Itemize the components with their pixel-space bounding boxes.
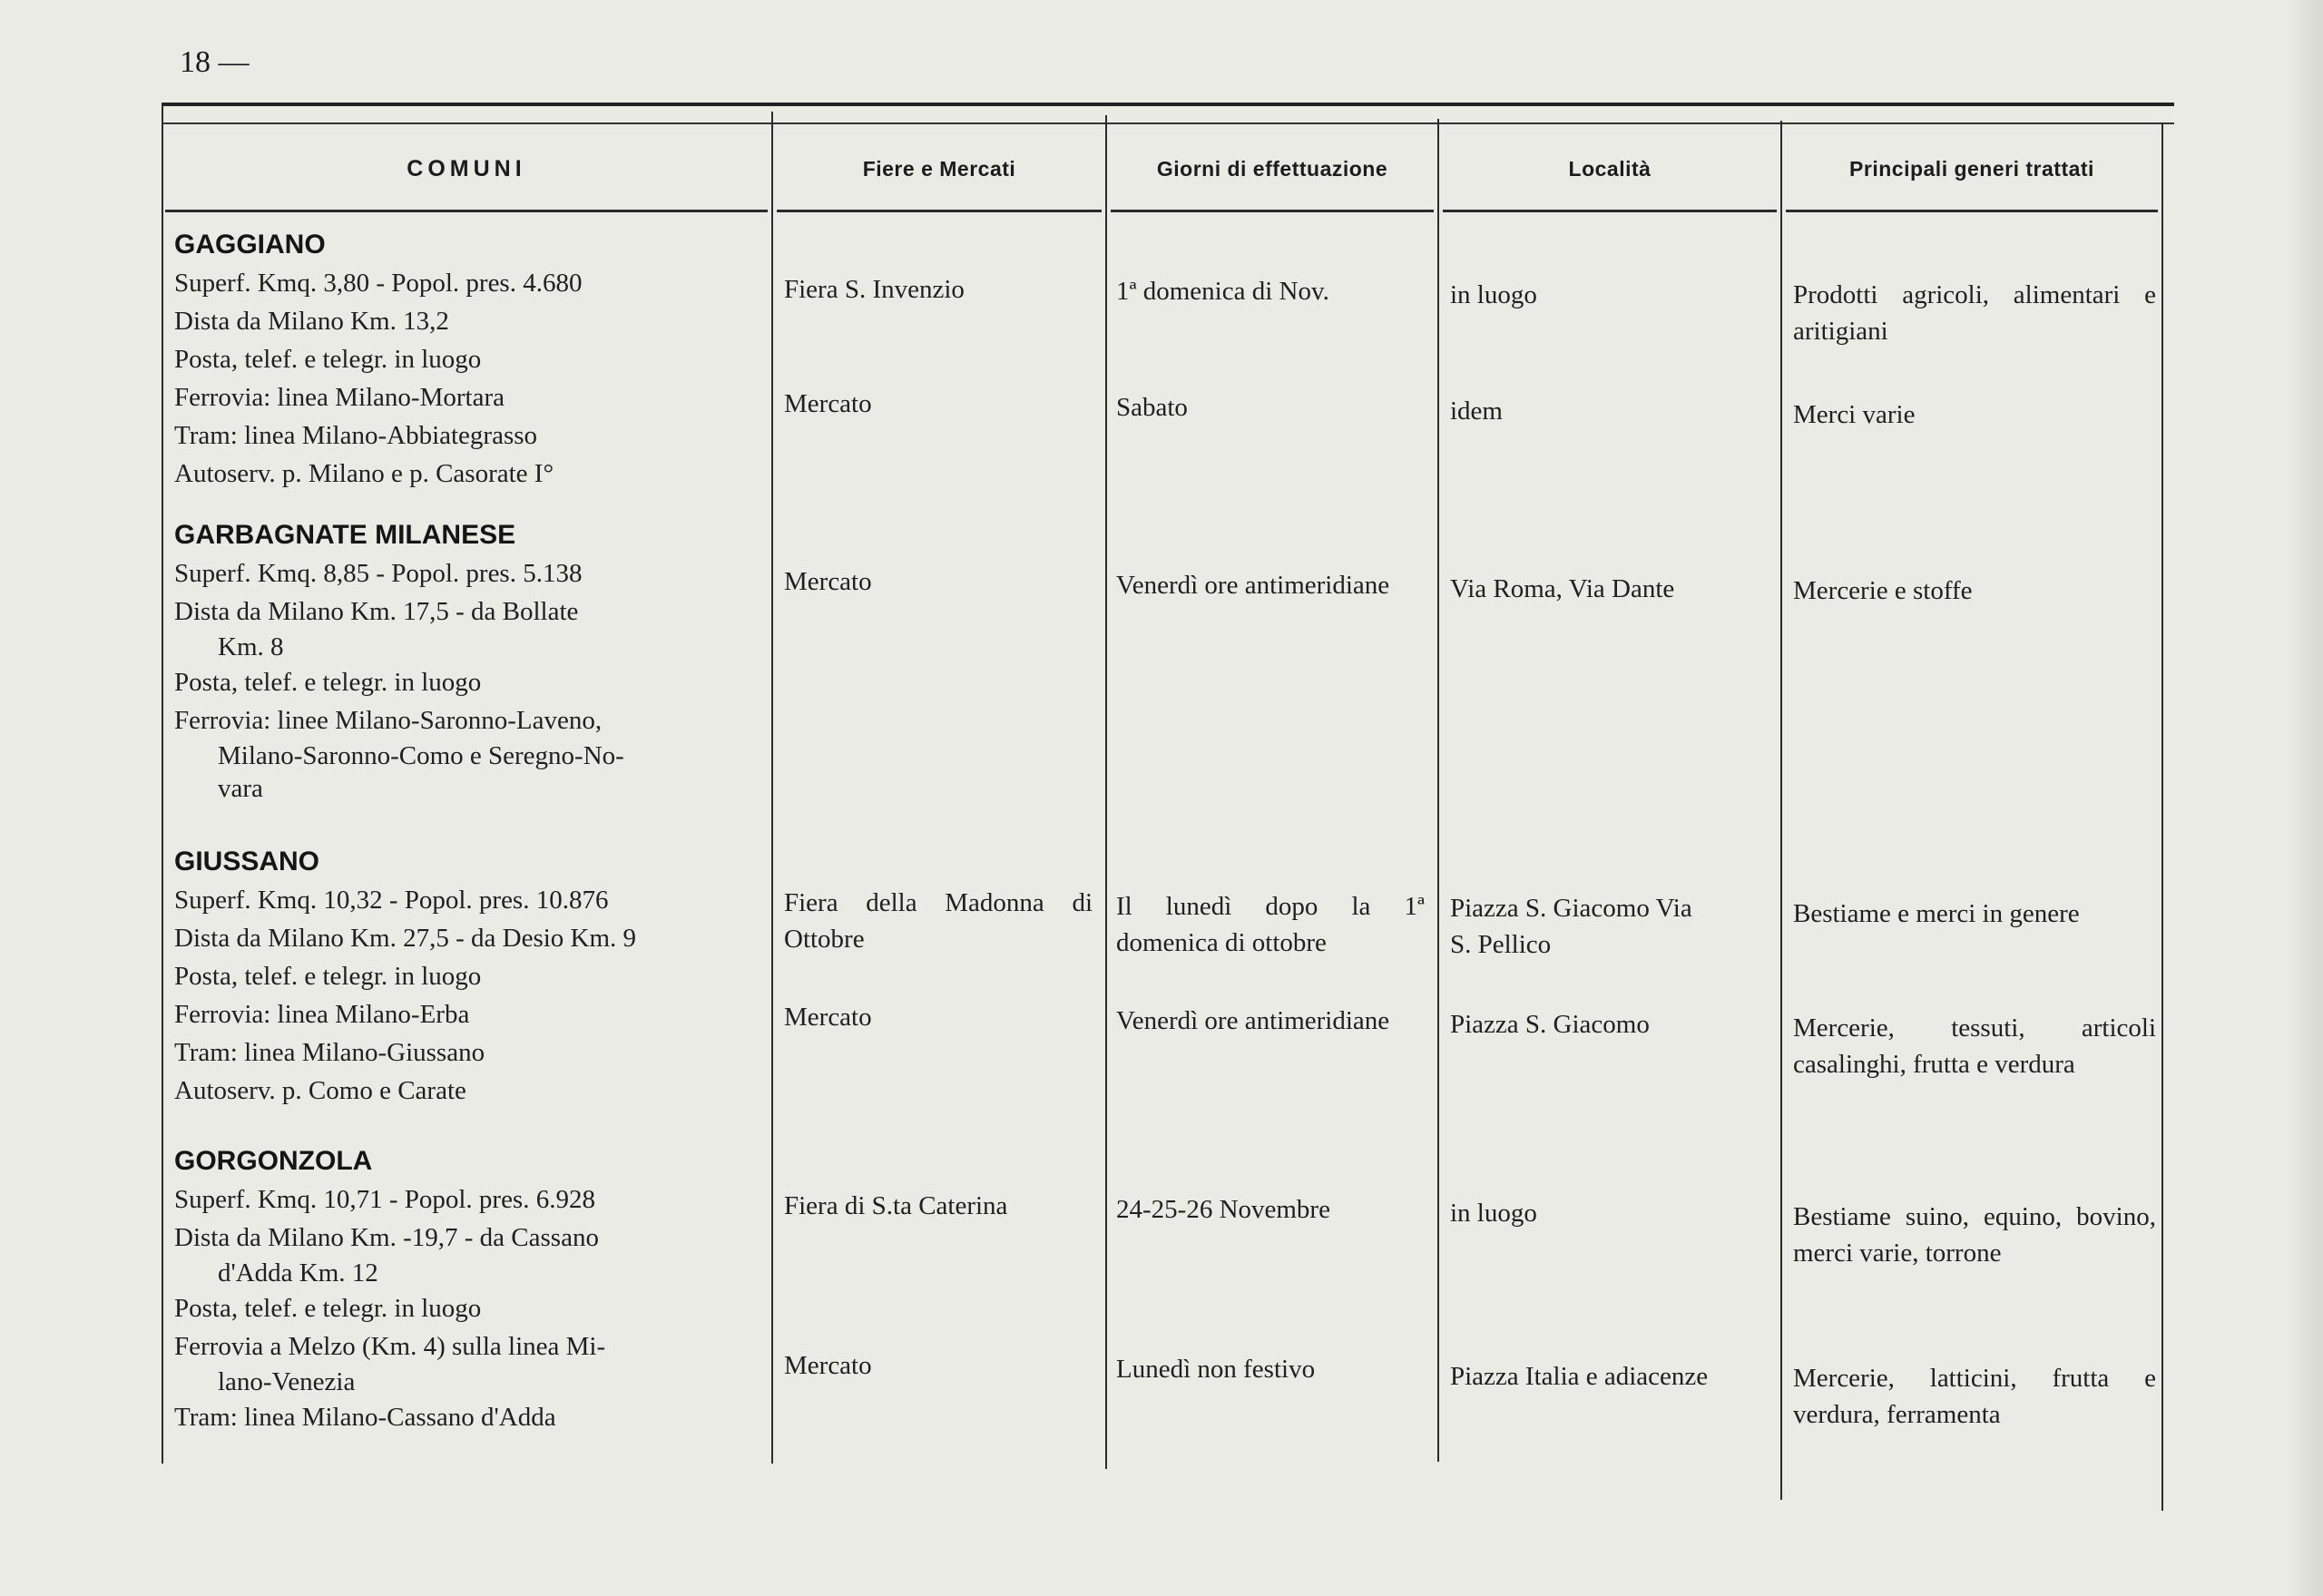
- comune-line: Superf. Kmq. 3,80 - Popol. pres. 4.680: [174, 269, 583, 298]
- fiera-cell: Mercato: [784, 567, 872, 596]
- comune-name: GARBAGNATE MILANESE: [174, 520, 516, 550]
- generi-cell: Bestiame suino, equino, bovino, merci varie, torrone: [1793, 1202, 2156, 1268]
- giorni-cell: Venerdì ore antimeridiane: [1116, 1006, 1390, 1035]
- column-divider-fiere: [1105, 115, 1107, 1469]
- comune-line: Superf. Kmq. 8,85 - Popol. pres. 5.138: [174, 559, 583, 588]
- comune-line: Ferrovia a Melzo (Km. 4) sulla linea Mi-: [174, 1332, 606, 1361]
- column-divider-left: [162, 103, 163, 1464]
- generi-cell: Mercerie e stoffe: [1793, 576, 1973, 605]
- page-number: 18 —: [180, 45, 250, 79]
- header-generi: Principali generi trattati: [1849, 156, 2094, 181]
- comune-info: [174, 847, 773, 1110]
- generi-cell: Bestiame e merci in genere: [1793, 899, 2080, 928]
- header-rule-fiere: [777, 210, 1102, 212]
- comune-name: GORGONZOLA: [174, 1146, 373, 1176]
- header-rule-giorni: [1111, 210, 1434, 212]
- giorni-cell: Lunedì non festivo: [1116, 1355, 1316, 1384]
- generi-cell: Mercerie, tessuti, articoli casalinghi, frutta e verdura: [1793, 1013, 2156, 1079]
- generi-cell: Prodotti agricoli, alimentari e aritigiani: [1793, 280, 2156, 346]
- header-fiere: Fiere e Mercati: [862, 156, 1016, 181]
- comune-line: Superf. Kmq. 10,32 - Popol. pres. 10.876: [174, 886, 609, 915]
- table-top-rule: [162, 103, 2174, 106]
- header-rule-generi: [1786, 210, 2158, 212]
- comune-line: Autoserv. p. Como e Carate: [174, 1076, 466, 1105]
- comune-line-continued: d'Adda Km. 12: [218, 1258, 378, 1288]
- fiera-cell: Mercato: [784, 389, 872, 418]
- comune-name: GIUSSANO: [174, 847, 320, 876]
- localita-cell: Piazza S. Giacomo: [1450, 1010, 1650, 1039]
- giorni-cell: Il lunedì dopo la 1ª domenica di ottobre: [1116, 892, 1425, 957]
- comune-line: Dista da Milano Km. 17,5 - da Bollate: [174, 597, 579, 626]
- comune-line: Dista da Milano Km. 13,2: [174, 307, 449, 336]
- comune-line: Posta, telef. e telegr. in luogo: [174, 668, 482, 697]
- localita-cell: in luogo: [1450, 1199, 1537, 1228]
- comune-line: Posta, telef. e telegr. in luogo: [174, 345, 482, 374]
- comune-line-continued: Milano-Saronno-Como e Seregno-No-: [218, 741, 624, 770]
- comune-line: Posta, telef. e telegr. in luogo: [174, 1294, 482, 1323]
- comune-line: Tram: linea Milano-Abbiategrasso: [174, 421, 538, 450]
- comune-line: Tram: linea Milano-Giussano: [174, 1038, 485, 1067]
- column-divider-localita: [1780, 121, 1782, 1500]
- giorni-cell: 1ª domenica di Nov.: [1116, 277, 1329, 306]
- comune-name: GAGGIANO: [174, 230, 326, 259]
- comune-info: [174, 230, 918, 493]
- comune-line: Ferrovia: linea Milano-Erba: [174, 1000, 470, 1029]
- column-divider-right: [2161, 122, 2163, 1511]
- giorni-cell: Venerdì ore antimeridiane: [1116, 571, 1390, 600]
- comune-line-continued: lano-Venezia: [218, 1367, 356, 1396]
- localita-cell: Piazza S. Giacomo Via S. Pellico: [1450, 894, 1692, 959]
- page-edge-shadow: [2287, 0, 2323, 1596]
- comune-line: Autoserv. p. Milano e p. Casorate I°: [174, 459, 554, 488]
- localita-cell: Piazza Italia e adiacenze: [1450, 1362, 1709, 1391]
- fairs-markets-table: [162, 103, 2174, 1464]
- giorni-cell: Sabato: [1116, 393, 1188, 422]
- localita-cell: in luogo: [1450, 280, 1537, 309]
- fiera-cell: Fiera di S.ta Caterina: [784, 1191, 1008, 1220]
- header-rule-localita: [1443, 210, 1777, 212]
- fiera-cell: Mercato: [784, 1003, 872, 1032]
- giorni-cell: 24-25-26 Novembre: [1116, 1195, 1330, 1224]
- localita-cell: Via Roma, Via Dante: [1450, 574, 1675, 603]
- generi-cell: Mercerie, latticini, frutta e verdura, ferramenta: [1793, 1364, 2156, 1429]
- comune-line: Superf. Kmq. 10,71 - Popol. pres. 6.928: [174, 1185, 595, 1214]
- header-giorni: Giorni di effettuazione: [1156, 156, 1388, 181]
- comune-line: Ferrovia: linee Milano-Saronno-Laveno,: [174, 706, 603, 735]
- comune-info: [174, 520, 773, 805]
- generi-cell: Merci varie: [1793, 400, 1916, 429]
- comune-line-continued: vara: [218, 774, 263, 803]
- header-localita: Località: [1568, 156, 1652, 181]
- header-comuni: COMUNI: [407, 155, 526, 181]
- fiera-cell: Fiera della Madonna di Ottobre: [784, 888, 1093, 954]
- comune-info: [174, 1146, 764, 1436]
- comune-line: Ferrovia: linea Milano-Mortara: [174, 383, 505, 412]
- comune-line: Dista da Milano Km. 27,5 - da Desio Km. 9: [174, 924, 637, 953]
- comune-line: Dista da Milano Km. -19,7 - da Cassano: [174, 1223, 599, 1252]
- localita-cell: idem: [1450, 397, 1503, 426]
- header-rule-comuni: [165, 210, 768, 212]
- fiera-cell: Fiera S. Invenzio: [784, 275, 965, 304]
- comune-line-continued: Km. 8: [218, 632, 284, 661]
- fiera-cell: Mercato: [784, 1351, 872, 1380]
- comune-line: Tram: linea Milano-Cassano d'Adda: [174, 1403, 556, 1432]
- comune-line: Posta, telef. e telegr. in luogo: [174, 962, 482, 991]
- column-divider-giorni: [1437, 119, 1439, 1462]
- table-top-rule-inner: [162, 122, 2174, 124]
